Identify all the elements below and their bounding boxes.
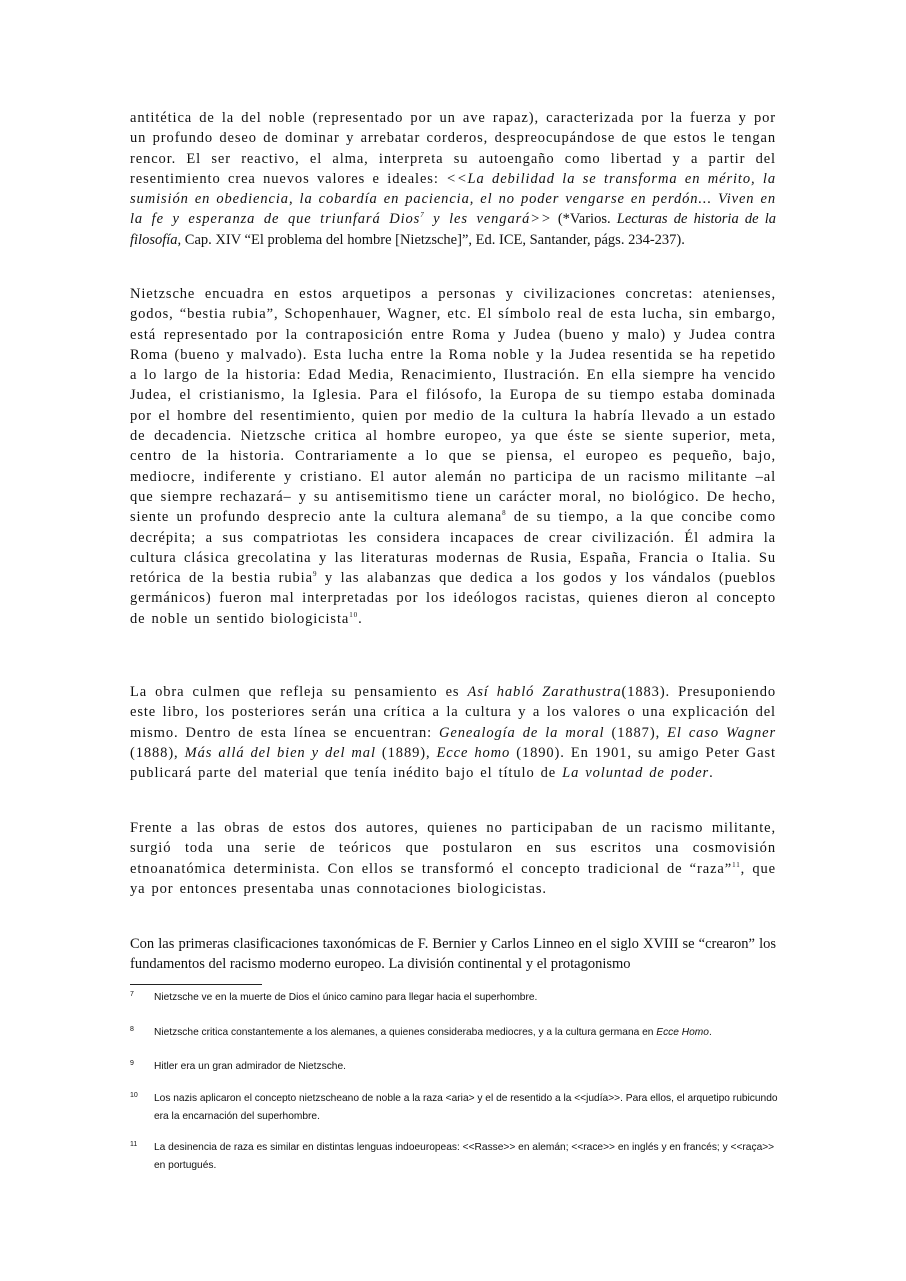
footnote-ref-8[interactable]: 8 — [502, 509, 507, 518]
footnote-ref-10[interactable]: 10 — [349, 610, 359, 619]
paragraph-2 — [130, 284, 776, 629]
paragraph-text: Con las primeras clasificaciones taxonómicas de F. Bernier y Carlos Linneo en el siglo XVIII se “crearon” los fundamentos del racismo moderno europeo. La división continental y el protagonismo — [130, 936, 776, 973]
footnote-8 — [130, 1024, 778, 1042]
paragraph-text: (1890). En 1901, su amigo Peter Gast publicará parte del material que tenía inédito bajo el título de — [130, 744, 776, 782]
paragraph-text: (1889), — [375, 744, 437, 761]
footnote-11 — [130, 1139, 778, 1175]
footnote-text: La desinencia de raza es similar en distintas lenguas indoeuropeas: <<Rasse>> en alemán; <<race>> en inglés y en francés; y <<raça>> en portugués. — [154, 1142, 775, 1171]
work-title: Más allá del bien y del mal — [184, 744, 376, 761]
paragraph-1 — [130, 108, 776, 250]
footnote-number: 10 — [130, 1092, 138, 1099]
footnote-number: 11 — [130, 1141, 138, 1148]
work-title: El caso Wagner — [667, 724, 777, 741]
footnote-separator — [130, 984, 262, 985]
paragraph-text: (1887), — [604, 724, 668, 741]
paragraph-text: y las alabanzas que dedica a los godos y los vándalos (pueblos germánicos) fueron mal interpretadas por los ideólogos racistas, quienes dieron al concepto de noble un sentido biologicista — [130, 570, 776, 627]
footnote-work-title: Ecce Homo — [656, 1027, 709, 1038]
nietzsche-quote: <<La debilidad la se transforma en mérito, la sumisión en obediencia, la cobardía en paciencia, el no poder vengarse en perdón... Viven en la fe y esperanza de que triunfará Dios — [130, 170, 777, 228]
footnote-text: Hitler era un gran admirador de Nietzsche. — [154, 1061, 346, 1072]
paragraph-text: antitética de la del noble (representado por un ave rapaz), caracterizada por la fuerza y por un profundo deseo de dominar y arrebatar corderos, despreocupándose de que estos le tengan rencor. El ser reactivo, el alma, interpreta su autoengaño como libertad y a partir del resentimiento crea nuevos valores e ideales: — [130, 110, 776, 187]
footnote-9 — [130, 1058, 778, 1076]
footnote-text: Los nazis aplicaron el concepto nietzscheano de noble a la raza <aria> y el de resentido a la <<judía>>. Para ellos, el arquetipo rubicundo era la encarnación del superhombre. — [154, 1093, 778, 1122]
paragraph-text: de su tiempo, a la que concibe como decrépita; a sus compatriotas les considera incapaces de crear civilización. Él admira la cultura clásica grecolatina y las literaturas modernas de Rusia, España, Francia o Italia. Su retórica de la bestia rubia — [130, 509, 776, 587]
work-title: Genealogía de la moral — [439, 724, 605, 741]
paragraph-4 — [130, 818, 776, 899]
paragraph-text: . — [358, 610, 363, 627]
work-title: Así habló Zarathustra — [467, 684, 622, 700]
footnote-text: Nietzsche ve en la muerte de Dios el único camino para llegar hacia el superhombre. — [154, 992, 538, 1003]
paragraph-text: (1883). Presuponiendo este libro, los posteriores serán una crítica a la cultura y a los valores o una explicación del mismo. Dentro de esta línea se encuentran: — [130, 684, 776, 741]
footnote-text: . — [708, 1027, 712, 1038]
footnote-10 — [130, 1090, 778, 1126]
paragraph-text: Nietzsche encuadra en estos arquetipos a personas y civilizaciones concretas: atenienses, godos, “bestia rubia”, Schopenhauer, Wagner, etc. El símbolo real de esta lucha, sin embargo, está representado por la contraposición entre Roma y Judea (bueno y malo) y Judea contra Roma (bueno y malvado). Esta lucha entre la Roma noble y la Judea resentida se ha repetido a lo largo de la historia: Edad Media, Renacimiento, Ilustración. En ella siempre ha vencido Judea, el cristianismo, la Iglesia. Para el filósofo, la Europa de su tiempo estaba dominada por el hombre del resentimiento, quien por medio de la cultura la habría llevado a un estado de decadencia. Nietzsche critica al hombre europeo, ya que éste se siente superior, meta, centro de la historia. Contrariamente a lo que se piensa, el europeo es pequeño, bajo, mediocre, indiferente y cristiano. El autor alemán no participa de un racismo militante –al que siempre rechazará– y su antisemitismo tiene un carácter moral, no biológico. De hecho, siente un profundo desprecio ante la cultura alemana — [130, 286, 776, 526]
paragraph-3 — [130, 682, 776, 783]
footnote-ref-9[interactable]: 9 — [312, 570, 318, 579]
citation-text: (*Varios. — [551, 211, 617, 228]
work-title: La voluntad de poder — [562, 765, 710, 782]
work-title: Ecce homo — [436, 744, 511, 761]
paragraph-text: . — [709, 765, 714, 782]
paragraph-text: Frente a las obras de estos dos autores, quienes no participaban de un racismo militante, surgió toda una serie de teóricos que postularon en sus escritos una cosmovisión etnoanatómica determinista. Con ellos se transformó el concepto tradicional de “raza” — [130, 820, 776, 877]
citation-details: Cap. XIV “El problema del hombre [Nietzsche]”, Ed. ICE, Santander, págs. 234-237). — [181, 231, 685, 248]
paragraph-text: La obra culmen que refleja su pensamiento es — [130, 684, 468, 700]
footnote-7 — [130, 989, 778, 1007]
paragraph-text: , que ya por entonces presentaba unas connotaciones biologicistas. — [130, 860, 777, 897]
footnote-ref-11[interactable]: 11 — [732, 860, 741, 869]
footnote-number: 7 — [130, 991, 134, 998]
paragraph-5 — [130, 934, 776, 975]
footnote-number: 8 — [130, 1026, 134, 1033]
footnote-ref-7[interactable]: 7 — [420, 211, 425, 220]
footnote-number: 9 — [130, 1060, 134, 1067]
nietzsche-quote-end: y les vengará>> — [424, 211, 552, 228]
paragraph-text: (1888), — [130, 744, 185, 761]
citation-book-title: Lecturas de historia de la filosofía, — [130, 211, 777, 248]
footnote-text: Nietzsche critica constantemente a los alemanes, a quienes consideraba mediocres, y a la cultura germana en — [154, 1027, 657, 1038]
